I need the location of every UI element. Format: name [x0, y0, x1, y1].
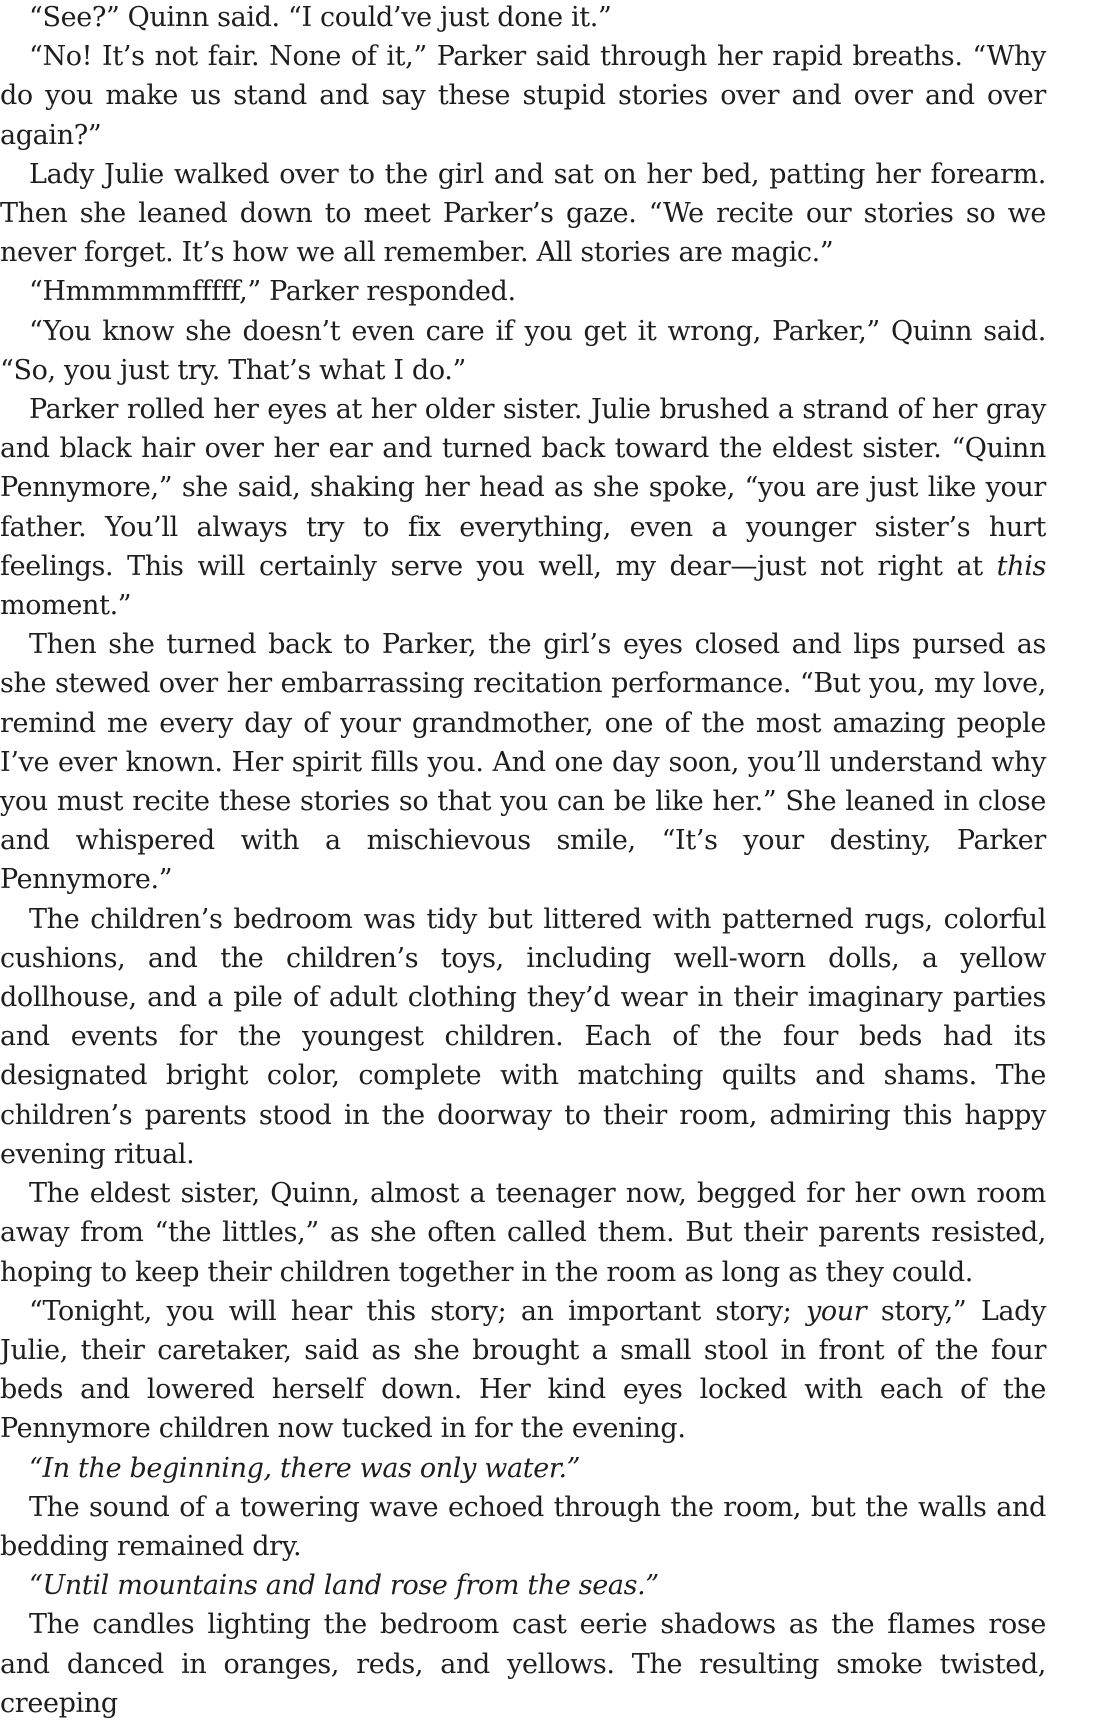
paragraph-text: The sound of a towering wave echoed through the room, but the walls and bedding remained dry.	[0, 1491, 1046, 1562]
body-paragraph	[0, 1174, 1046, 1292]
paragraph-text: The children’s bedroom was tidy but littered with patterned rugs, colorful cushions, and the children’s toys, including well-worn dolls, a yellow dollhouse, and a pile of adult clothing they’d wear in their imaginary parties and events for the youngest children. Each of the four beds had its designated bright color, complete with matching quilts and shams. The children’s parents stood in the doorway to their room, admiring this happy evening ritual.	[0, 903, 1046, 1170]
body-paragraph	[0, 625, 1046, 899]
emphasis-text: your	[805, 1295, 867, 1327]
body-paragraph	[0, 0, 1046, 37]
body-paragraph	[0, 1605, 1046, 1723]
paragraph-text: The candles lighting the bedroom cast eerie shadows as the flames rose and danced in oranges, reds, and yellows. The resulting smoke twisted, creeping	[0, 1609, 1046, 1719]
quoted-verse-paragraph	[0, 1449, 1046, 1488]
quoted-verse-paragraph	[0, 1566, 1046, 1605]
body-paragraph	[0, 272, 1046, 311]
body-paragraph	[0, 390, 1046, 625]
paragraph-text: “Until mountains and land rose from the seas.”	[29, 1570, 659, 1602]
body-paragraph	[0, 900, 1046, 1174]
paragraph-text: moment.”	[0, 590, 132, 622]
body-paragraph	[0, 1292, 1046, 1449]
paragraph-text: “No! It’s not fair. None of it,” Parker said through her rapid breaths. “Why do you make us stand and say these stupid stories over and over and over again?”	[0, 41, 1046, 151]
body-paragraph	[0, 37, 1046, 155]
paragraph-text: Then she turned back to Parker, the girl’s eyes closed and lips pursed as she stewed over her embarrassing recitation performance. “But you, my love, remind me every day of your grandmother, one of the most amazing people I’ve ever known. Her spirit fills you. And one day soon, you’ll understand why you must recite these stories so that you can be like her.” She leaned in close and whispered with a mischievous smile, “It’s your destiny, Parker Pennymore.”	[0, 629, 1046, 896]
paragraph-text: “Hmmmmmfffff,” Parker responded.	[29, 276, 516, 308]
emphasis-text: this	[996, 550, 1046, 582]
paragraph-text: The eldest sister, Quinn, almost a teenager now, begged for her own room away from “the littles,” as she often called them. But their parents resisted, hoping to keep their children together in the room as long as they could.	[0, 1178, 1046, 1288]
body-paragraph	[0, 1488, 1046, 1566]
body-paragraph	[0, 155, 1046, 273]
paragraph-text: “Tonight, you will hear this story; an important story;	[29, 1295, 806, 1327]
paragraph-text: “In the beginning, there was only water.”	[29, 1452, 581, 1484]
paragraph-text: Parker rolled her eyes at her older sister. Julie brushed a strand of her gray and black hair over her ear and turned back toward the eldest sister. “Quinn Pennymore,” she said, shaking her head as she spoke, “you are just like your father. You’ll always try to fix everything, even a younger sister’s hurt feelings. This will certainly serve you well, my dear—just not right at	[0, 394, 1046, 582]
paragraph-text: Lady Julie walked over to the girl and sat on her bed, patting her forearm. Then she leaned down to meet Parker’s gaze. “We recite our stories so we never forget. It’s how we all remember. All stories are magic.”	[0, 158, 1046, 269]
paragraph-text: “See?” Quinn said. “I could’ve just done it.”	[29, 2, 612, 33]
paragraph-text: story,” Lady Julie, their caretaker, said as she brought a small stool in front of the four beds and lowered herself down. Her kind eyes locked with each of the Pennymore children now tucked in for the evening.	[0, 1295, 1046, 1445]
paragraph-text: “You know she doesn’t even care if you get it wrong, Parker,” Quinn said. “So, you just try. That’s what I do.”	[0, 315, 1046, 386]
body-paragraph	[0, 312, 1046, 390]
